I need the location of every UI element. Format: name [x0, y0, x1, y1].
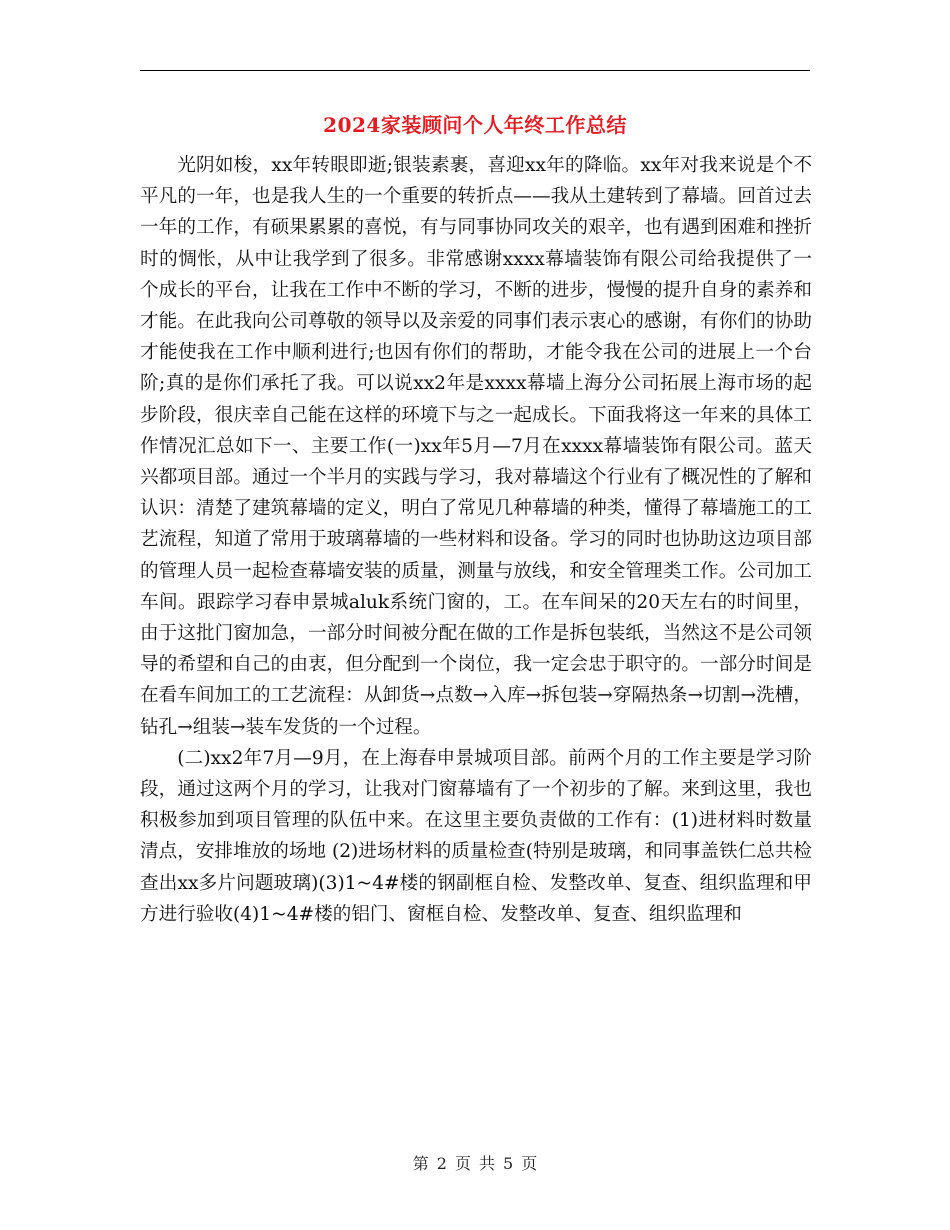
footer-label-unit: 页: [454, 1154, 471, 1173]
paragraph-1: 光阴如梭，xx年转眼即逝;银装素裹，喜迎xx年的降临。xx年对我来说是个不平凡的一年，也是我人生的一个重要的转折点——我从土建转到了幕墙。回首过去一年的工作，有硕果累累的喜悦，有与同事协同攻关的艰辛，也有遇到困难和挫折时的惆怅，从中让我学到了很多。非常感谢xxxx幕墙装饰有限公司给我提供了一个成长的平台，让我在工作中不断的学习，不断的进步，慢慢的提升自身的素养和才能。在此我向公司尊敬的领导以及亲爱的同事们表示衷心的感谢，有你们的协助才能使我在工作中顺利进行;也因有你们的帮助，才能令我在公司的进展上一个台阶;真的是你们承托了我。可以说xx2年是xxxx幕墙上海分公司拓展上海市场的起步阶段，很庆幸自己能在这样的环境下与之一起成长。下面我将这一年来的具体工作情况汇总如下一、主要工作(一)xx年5月—7月在xxxx幕墙装饰有限公司。蓝天兴都项目部。通过一个半月的实践与学习，我对幕墙这个行业有了概况性的了解和认识：清楚了建筑幕墙的定义，明白了常见几种幕墙的种类，懂得了幕墙施工的工艺流程，知道了常用于玻璃幕墙的一些材料和设备。学习的同时也协助这边项目部的管理人员一起检查幕墙安装的质量，测量与放线，和安全管理类工作。公司加工车间。跟踪学习春申景城aluk系统门窗的，工。在车间呆的20天左右的时间里，由于这批门窗加急，一部分时间被分配在做的工作是拆包装纸，当然这不是公司领导的希望和自己的由衷，但分配到一个岗位，我一定会忠于职守的。一部分时间是在看车间加工的工艺流程：从卸货→点数→入库→拆包装→穿隔热条→切割→洗槽，钻孔→组装→装车发货的一个过程。: [140, 155, 812, 738]
document-body: [140, 150, 812, 930]
footer-current-page: 2: [436, 1154, 447, 1173]
header-rule: [140, 70, 810, 71]
footer-label-page: 第: [412, 1154, 429, 1173]
footer-label-unit2: 页: [521, 1154, 538, 1173]
footer-total-pages: 5: [503, 1154, 514, 1173]
footer-label-total: 共: [479, 1154, 496, 1173]
document-title: 2024家装顾问个人年终工作总结: [323, 113, 627, 137]
page-footer: [140, 1152, 810, 1176]
paragraph-2: (二)xx2年7月—9月，在上海春申景城项目部。前两个月的工作主要是学习阶段，通过这两个月的学习，让我对门窗幕墙有了一个初步的了解。来到这里，我也积极参加到项目管理的队伍中来。在这里主要负责做的工作有：(1)进材料时数量清点，安排堆放的场地 (2)进场材料的质量检查(特别是玻璃，和同事盖铁仁总共检查出xx多片问题玻璃)(3)1~4#楼的钢副框自检、发整改单、复查、组织监理和甲方进行验收(4)1~4#楼的铝门、窗框自检、发整改单、复查、组织监理和: [140, 747, 812, 925]
